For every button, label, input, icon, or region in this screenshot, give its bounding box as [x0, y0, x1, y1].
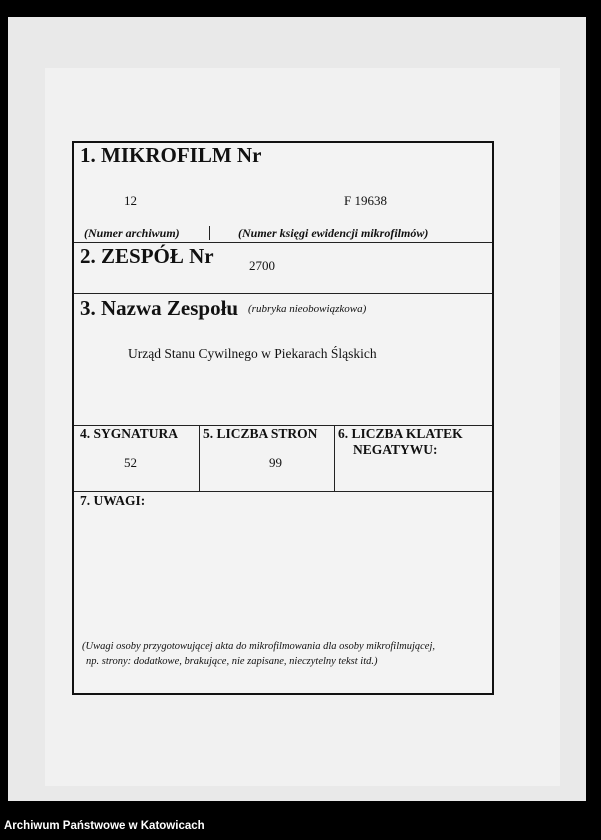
registry-number: F 19638 [344, 193, 387, 208]
divider-section-2-3 [74, 293, 492, 294]
section-3-note: (rubryka nieobowiązkowa) [248, 303, 367, 315]
sygnatura-value: 52 [124, 455, 137, 470]
fonds-name: Urząd Stanu Cywilnego w Piekarach Śląskich [128, 346, 377, 361]
divider-section-1-2 [74, 242, 492, 243]
sygnatura-label: 4. SYGNATURA [80, 426, 179, 441]
remarks-label: 7. UWAGI: [80, 493, 146, 508]
negatives-label-line-2: NEGATYWU: [353, 442, 438, 457]
divider-section-4-7 [74, 491, 492, 492]
archive-number-caption: (Numer archiwum) [84, 226, 180, 240]
negatives-label-line-1: 6. LICZBA KLATEK [338, 426, 463, 441]
pages-label: 5. LICZBA STRON [203, 426, 318, 441]
section-3-title: 3. Nazwa Zespołu [80, 296, 239, 320]
divider-col-2 [334, 425, 335, 491]
microfilm-form [72, 141, 494, 695]
section-2-title: 2. ZESPÓŁ Nr [80, 244, 214, 268]
fonds-number: 2700 [249, 258, 275, 273]
archive-footer-label: Archiwum Państwowe w Katowicach [4, 820, 205, 832]
remarks-note-line-1: (Uwagi osoby przygotowującej akta do mikrofilmowania dla osoby mikrofilmującej, [82, 641, 435, 652]
section-1-title: 1. MIKROFILM Nr [80, 143, 262, 167]
remarks-note-line-2: np. strony: dodatkowe, brakujące, nie zapisane, nieczytelny tekst itd.) [86, 656, 378, 667]
registry-number-caption: (Numer księgi ewidencji mikrofilmów) [238, 226, 429, 240]
divider-caption [209, 226, 210, 240]
archive-number: 12 [124, 193, 137, 208]
pages-value: 99 [269, 455, 282, 470]
divider-col-1 [199, 425, 200, 491]
